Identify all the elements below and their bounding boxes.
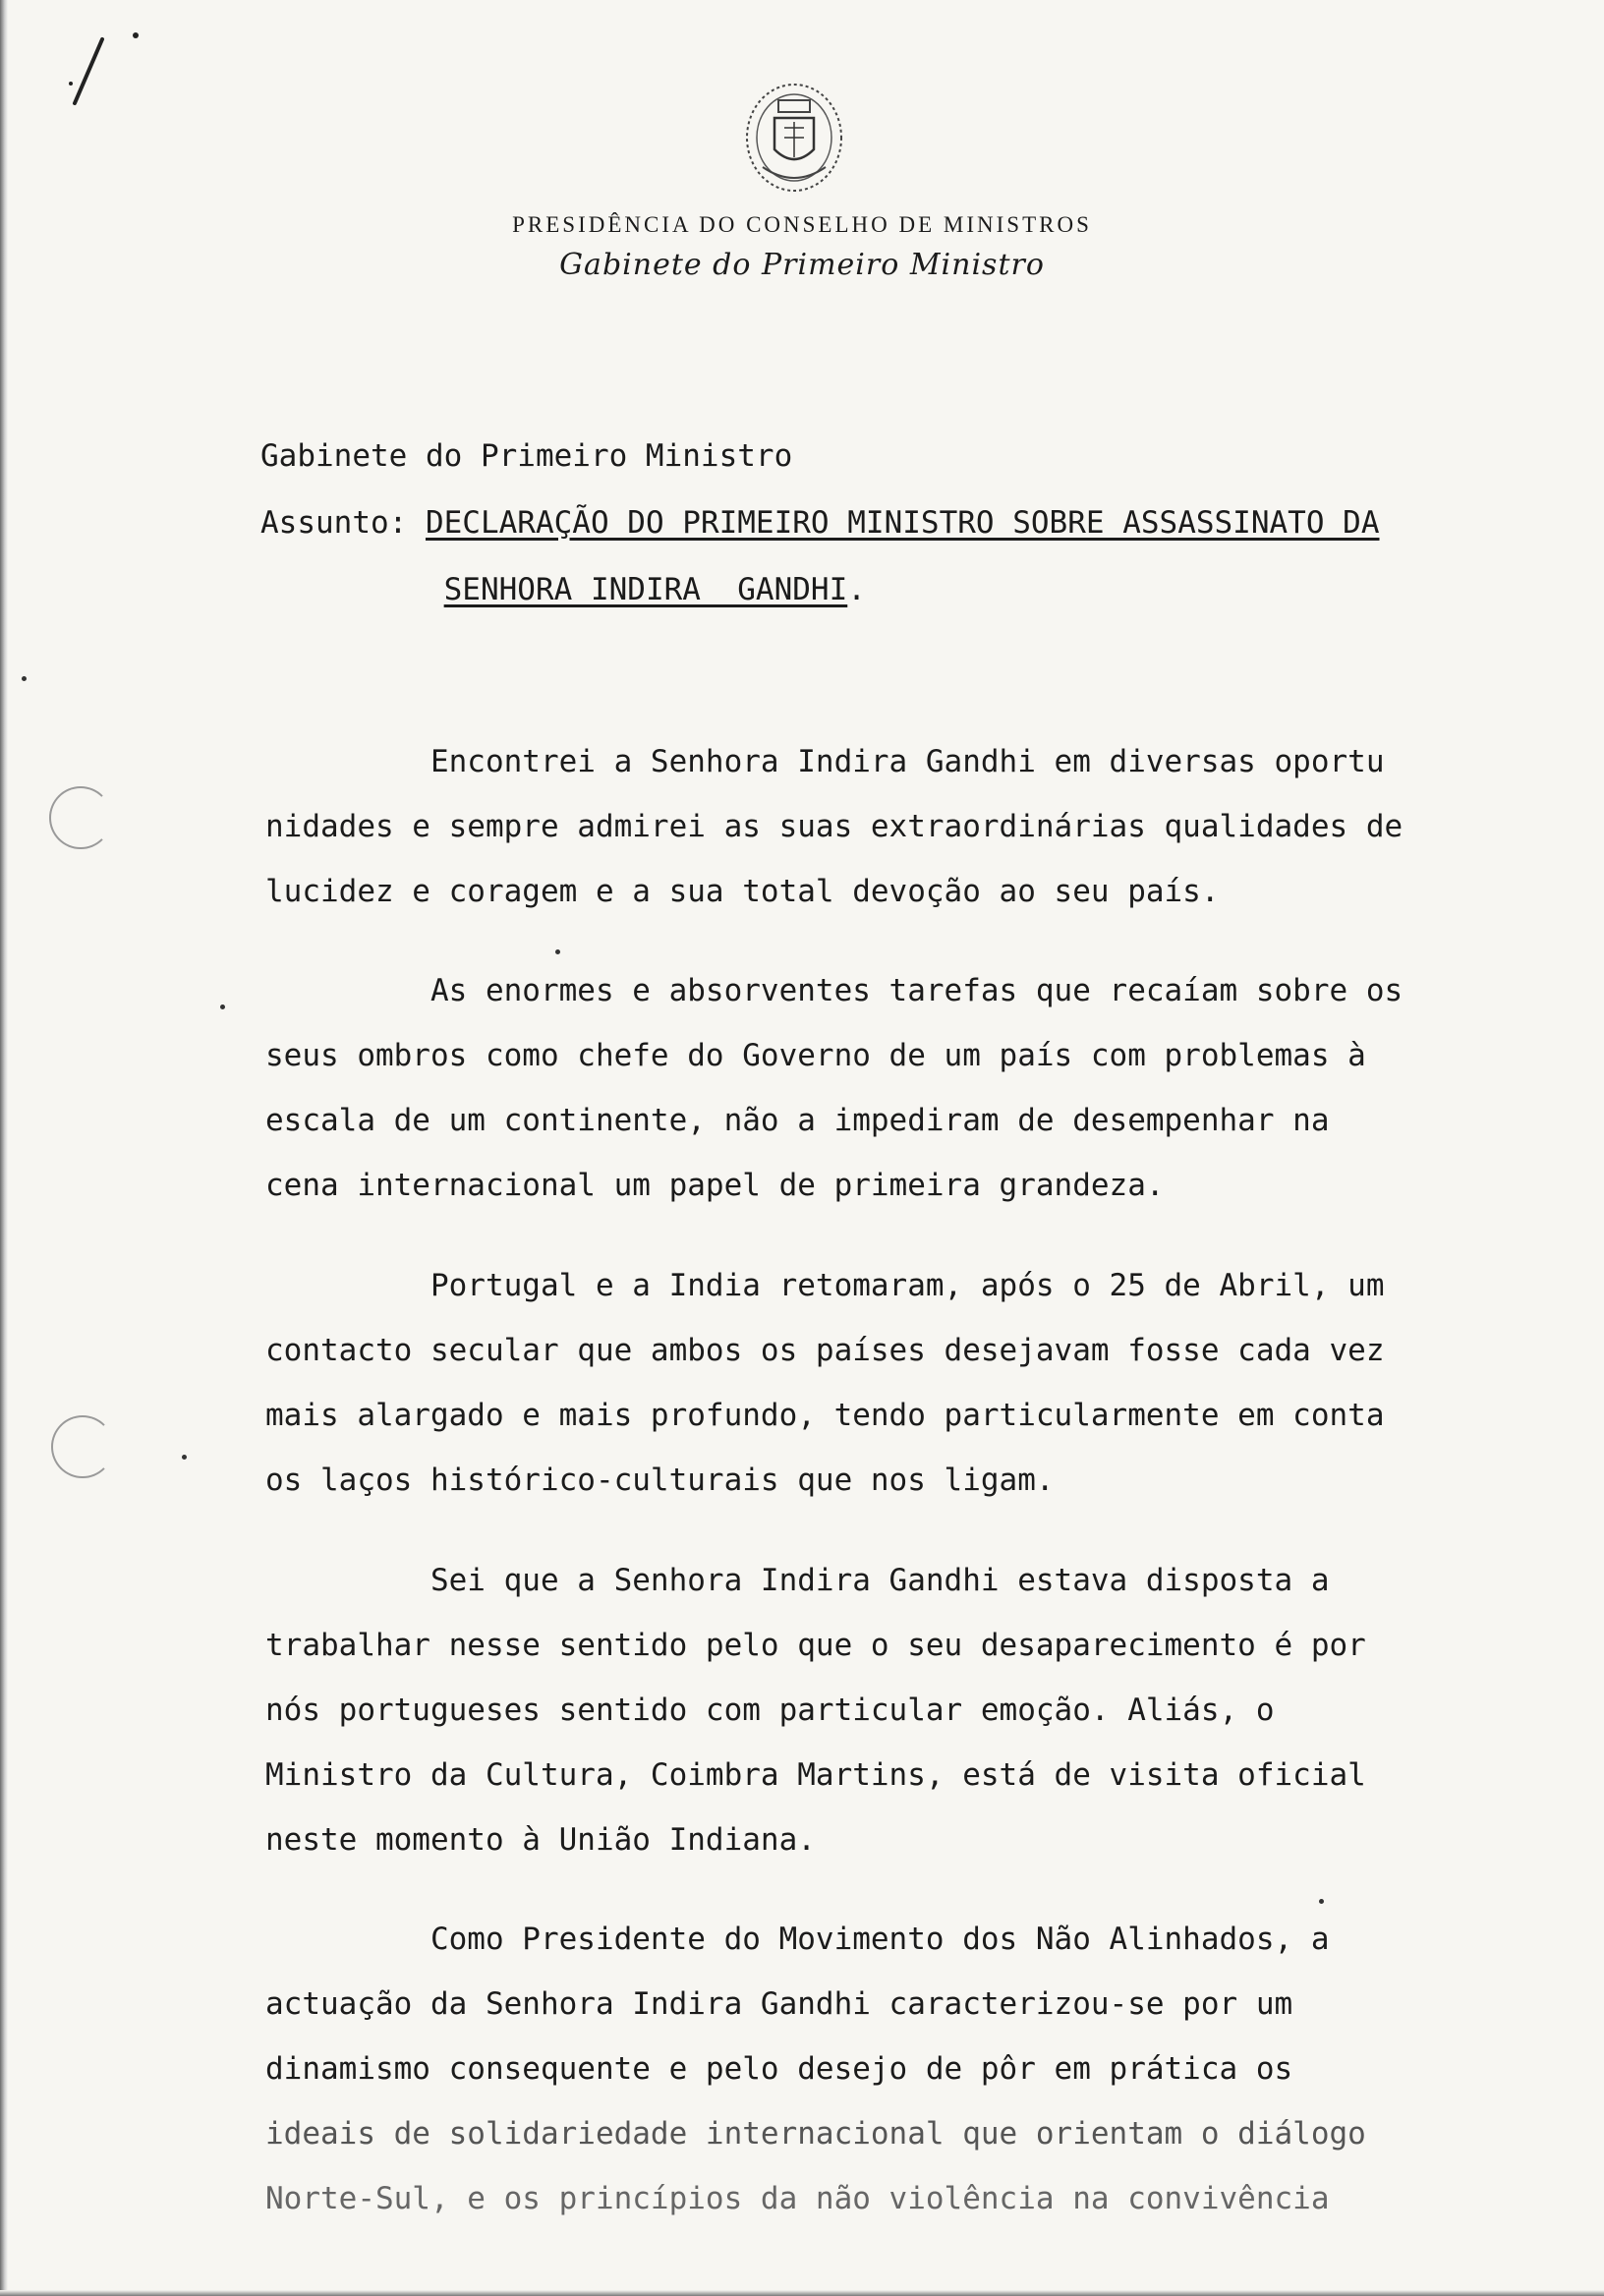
subject-end: . — [847, 572, 866, 607]
subject-text-line2: SENHORA INDIRA GANDHI — [443, 572, 848, 607]
body-line: seus ombros como chefe do Governo de um país com problemas à — [265, 1038, 1366, 1073]
page-bottom-edge — [0, 2290, 1604, 2296]
body-line: Norte-Sul, e os princípios da não violência na convivência — [265, 2181, 1330, 2216]
body-line: Portugal e a India retomaram, após o 25 de Abril, um — [265, 1268, 1385, 1303]
speck-dot — [555, 949, 560, 954]
body-line: actuação da Senhora Indira Gandhi caracterizou-se por um — [265, 1986, 1293, 2022]
header-subject-row — [260, 505, 1380, 541]
body-line: dinamismo consequente e pelo desejo de pôr em prática os — [265, 2051, 1293, 2087]
body-line: nidades e sempre admirei as suas extraordinárias qualidades de — [265, 809, 1404, 844]
coat-of-arms-seal — [743, 79, 845, 197]
punch-hole-mark — [51, 1415, 114, 1478]
speck-dot — [182, 1455, 187, 1460]
pen-mark-decoration — [65, 29, 143, 118]
body-line: As enormes e absorventes tarefas que recaíam sobre os — [265, 973, 1404, 1008]
body-line: mais alargado e mais profundo, tendo particularmente em conta — [265, 1398, 1385, 1433]
page-left-edge — [0, 0, 8, 2296]
body-line: neste momento à União Indiana. — [265, 1822, 816, 1858]
speck-dot — [22, 676, 27, 681]
subject-label: Assunto: — [260, 505, 408, 541]
subject-text-line1: DECLARAÇÃO DO PRIMEIRO MINISTRO SOBRE ASSASSINATO DA — [425, 505, 1380, 541]
body-line: nós portugueses sentido com particular emoção. Aliás, o — [265, 1693, 1275, 1728]
body-line: os laços histórico-culturais que nos ligam. — [265, 1463, 1055, 1498]
body-line: cena internacional um papel de primeira grandeza. — [265, 1168, 1165, 1203]
letterhead-office-name: PRESIDÊNCIA DO CONSELHO DE MINISTROS — [512, 212, 1092, 237]
body-line: contacto secular que ambos os países desejavam fosse cada vez — [265, 1333, 1385, 1368]
body-line: Sei que a Senhora Indira Gandhi estava disposta a — [265, 1563, 1330, 1598]
body-line: escala de um continente, não a impediram de desempenhar na — [265, 1103, 1330, 1138]
body-line: ideais de solidariedade internacional que orientam o diálogo — [265, 2116, 1366, 2152]
body-line: lucidez e coragem e a sua total devoção ao seu país. — [265, 874, 1220, 909]
letterhead-office-script: Gabinete do Primeiro Ministro — [559, 248, 1045, 282]
header-from: Gabinete do Primeiro Ministro — [260, 438, 793, 474]
body-line: Encontrei a Senhora Indira Gandhi em diversas oportu — [265, 744, 1385, 779]
header-subject-row-2 — [260, 572, 866, 607]
body-line: Como Presidente do Movimento dos Não Alinhados, a — [265, 1922, 1330, 1957]
speck-dot — [220, 1004, 225, 1009]
speck-dot — [1319, 1899, 1324, 1904]
body-line: Ministro da Cultura, Coimbra Martins, está de visita oficial — [265, 1757, 1366, 1793]
body-line: trabalhar nesse sentido pelo que o seu desaparecimento é por — [265, 1628, 1366, 1663]
punch-hole-mark — [49, 786, 112, 849]
